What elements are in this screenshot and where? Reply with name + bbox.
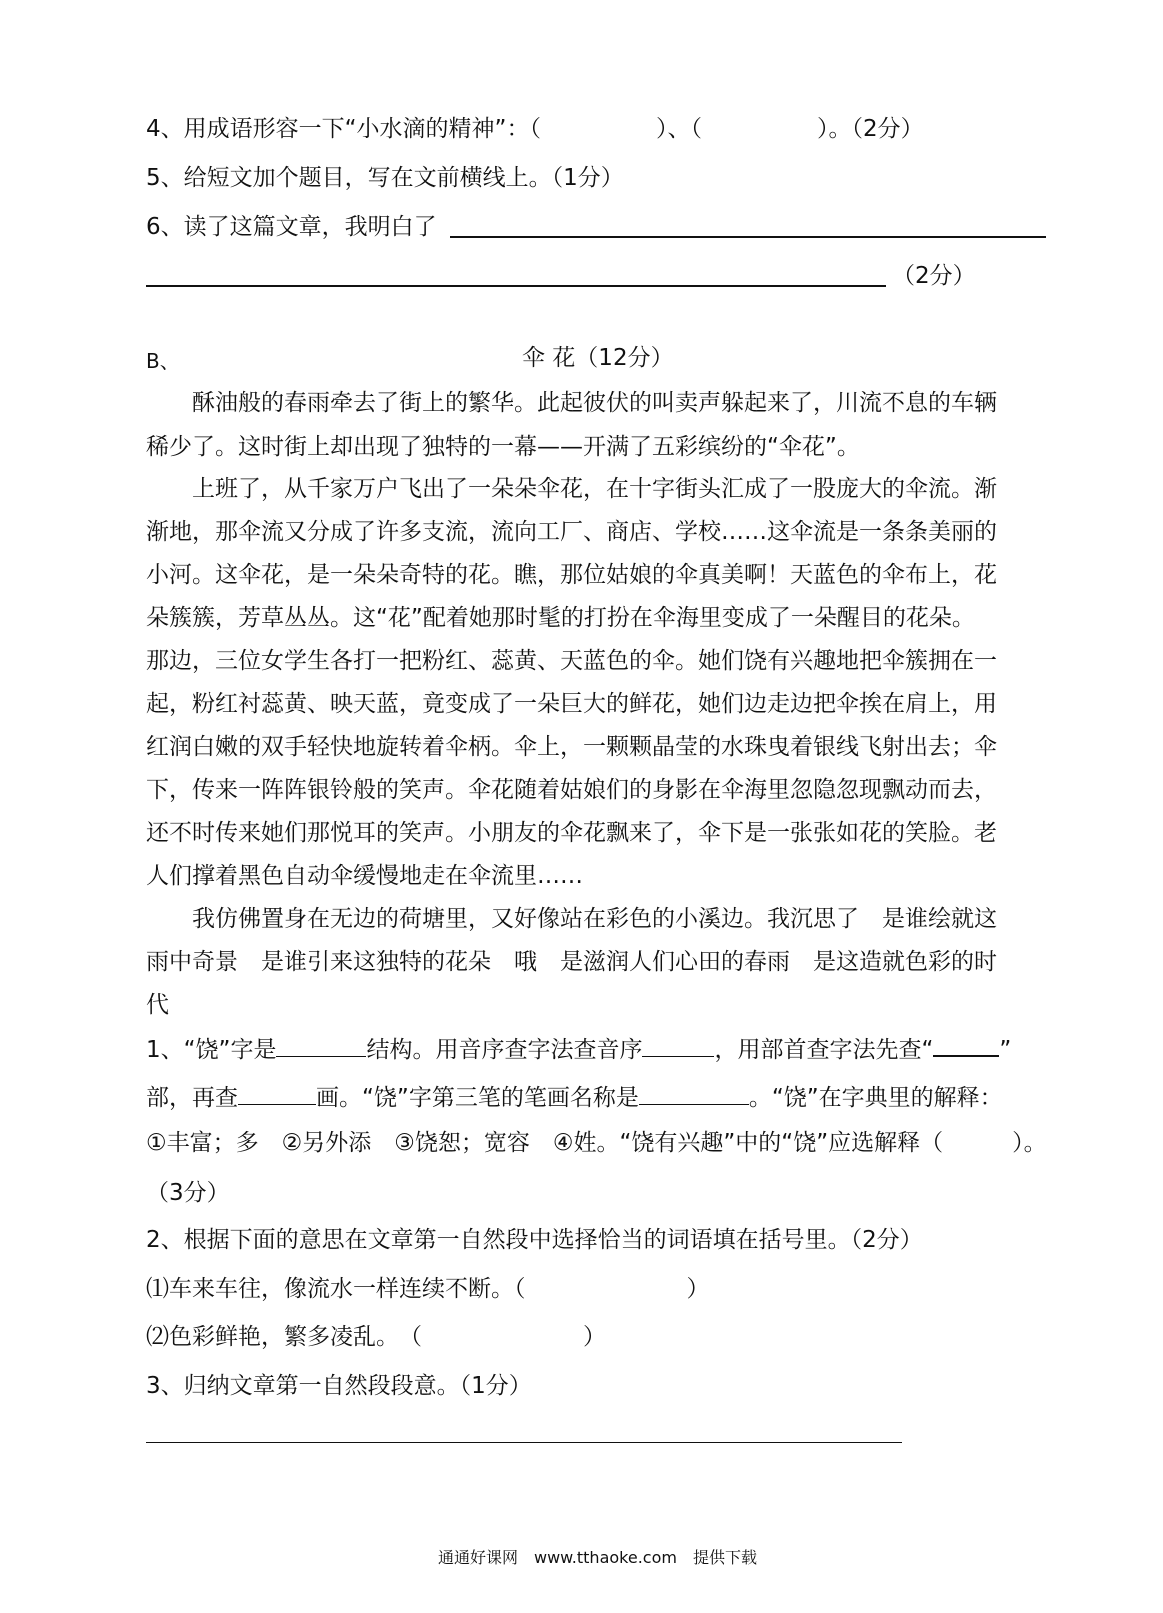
question-text: ” <box>999 1037 1012 1063</box>
section-label: B、 <box>146 349 180 373</box>
passage-line: 那边，三位女学生各打一把粉红、蕊黄、天蓝色的伞。她们饶有兴趣地把伞簇拥在一 <box>146 648 997 674</box>
passage-line: 稀少了。这时街上却出现了独特的一幕——开满了五彩缤纷的“伞花”。 <box>146 434 860 460</box>
blank-stroke-name[interactable] <box>639 1082 749 1105</box>
passage-line: 朵簇簇，芳草丛丛。这“花”配着她那时髦的打扮在伞海里变成了一朵醒目的花朵。 <box>146 605 975 631</box>
question-b1-score: （3分） <box>146 1180 230 1206</box>
blank-stroke-count[interactable] <box>238 1082 316 1105</box>
passage-line: 代 <box>146 992 169 1018</box>
passage-line: 我仿佛置身在无边的荷塘里，又好像站在彩色的小溪边。我沉思了 是谁绘就这 <box>192 906 997 932</box>
blank-radical[interactable] <box>933 1033 999 1057</box>
passage-title: 伞 花（12分） <box>522 345 674 371</box>
question-4: 4、用成语形容一下“小水滴的精神”：（ ）、（ ）。（2分） <box>146 116 924 142</box>
question-text: 结构。用音序查字法查音序 <box>366 1037 643 1063</box>
passage-line: 红润白嫩的双手轻快地旋转着伞柄。伞上，一颗颗晶莹的水珠曳着银线飞射出去；伞 <box>146 734 997 760</box>
passage-line: 人们撑着黑色自动伞缓慢地走在伞流里…… <box>146 863 583 889</box>
answer-line-q6b <box>146 285 886 287</box>
question-5: 5、给短文加个题目，写在文前横线上。（1分） <box>146 165 624 191</box>
question-b1-line1 <box>146 1033 1011 1065</box>
blank-phonetic-index[interactable] <box>642 1034 714 1057</box>
question-b2: 2、根据下面的意思在文章第一自然段中选择恰当的词语填在括号里。（2分） <box>146 1227 923 1253</box>
question-6-score: （2分） <box>892 263 976 289</box>
passage-line: 上班了，从千家万户飞出了一朵朵伞花，在十字街头汇成了一股庞大的伞流。渐 <box>192 476 997 502</box>
footer-credit: 通通好课网 www.tthaoke.com 提供下载 <box>438 1548 757 1567</box>
question-b1-line3: ①丰富；多 ②另外添 ③饶恕；宽容 ④姓。“饶有兴趣”中的“饶”应选解释（ ）。 <box>146 1130 1047 1156</box>
passage-line: 雨中奇景 是谁引来这独特的花朵 哦 是滋润人们心田的春雨 是这造就色彩的时 <box>146 949 997 975</box>
question-text: 画。“饶”字第三笔的笔画名称是 <box>316 1085 639 1111</box>
passage-line: 还不时传来她们那悦耳的笑声。小朋友的伞花飘来了，伞下是一张张如花的笑脸。老 <box>146 820 997 846</box>
question-b2-b: ⑵色彩鲜艳，繁多凌乱。 （ ） <box>146 1324 606 1350</box>
blank-structure[interactable] <box>276 1034 366 1057</box>
answer-line-q6a <box>450 236 1046 238</box>
question-b3: 3、归纳文章第一自然段段意。（1分） <box>146 1373 532 1399</box>
passage-line: 起，粉红衬蕊黄、映天蓝，竟变成了一朵巨大的鲜花，她们边走边把伞挨在肩上，用 <box>146 691 997 717</box>
question-text: 部，再查 <box>146 1085 238 1111</box>
question-text: ，用部首查字法先查“ <box>714 1037 934 1063</box>
passage-line: 渐地，那伞流又分成了许多支流，流向工厂、商店、学校……这伞流是一条条美丽的 <box>146 519 997 545</box>
passage-line: 小河。这伞花，是一朵朵奇特的花。瞧，那位姑娘的伞真美啊！天蓝色的伞布上，花 <box>146 562 997 588</box>
question-b2-a: ⑴车来车往，像流水一样连续不断。（ ） <box>146 1276 710 1302</box>
question-text: 。“饶”在字典里的解释： <box>748 1085 1003 1111</box>
question-b1-line2 <box>146 1082 1003 1113</box>
question-text: 1、“饶”字是 <box>146 1037 277 1063</box>
answer-line-q3 <box>146 1442 902 1443</box>
question-6: 6、读了这篇文章，我明白了 <box>146 214 437 240</box>
passage-line: 下，传来一阵阵银铃般的笑声。伞花随着姑娘们的身影在伞海里忽隐忽现飘动而去， <box>146 777 997 803</box>
passage-line: 酥油般的春雨牵去了街上的繁华。此起彼伏的叫卖声躲起来了，川流不息的车辆 <box>192 390 997 416</box>
